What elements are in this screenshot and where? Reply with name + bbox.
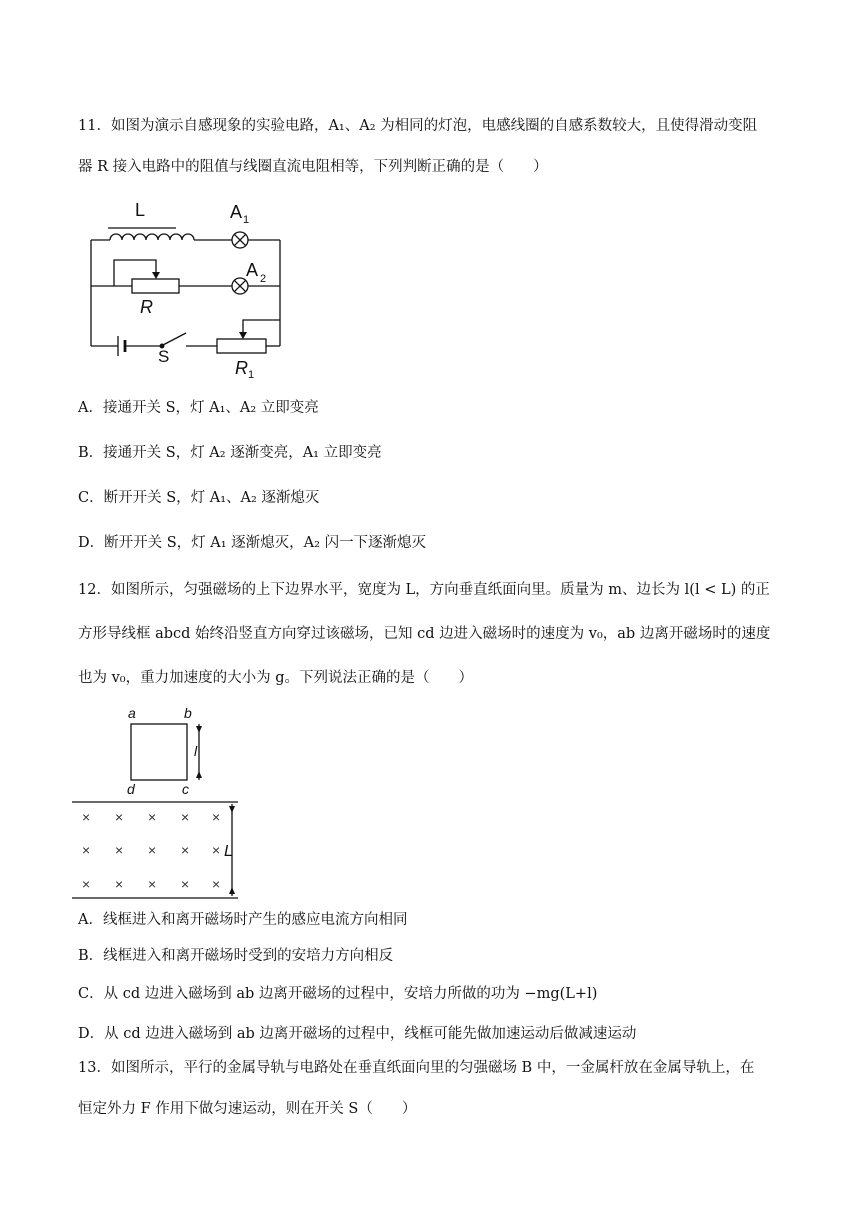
label-r: R	[140, 297, 153, 317]
q11-text-line2: 器 R 接入电路中的阻值与线圈直流电阻相等，下列判断正确的是（ ）	[78, 159, 548, 175]
square-frame	[131, 724, 187, 780]
label-b: b	[184, 705, 192, 721]
svg-text:×: ×	[212, 876, 221, 892]
svg-text:×: ×	[148, 876, 157, 892]
svg-text:×: ×	[115, 809, 124, 825]
svg-text:×: ×	[115, 842, 124, 858]
q12-option-c: C．从 cd 边进入磁场到 ab 边离开磁场的过程中，安培力所做的功为 −mg(L+l)	[78, 986, 598, 1002]
svg-text:×: ×	[212, 842, 221, 858]
q11-option-b: B．接通开关 S，灯 A₂ 逐渐变亮，A₁ 立即变亮	[78, 445, 382, 461]
q12-magnetic-field-diagram	[72, 704, 252, 900]
q12-text-line3: 也为 v₀，重力加速度的大小为 g。下列说法正确的是（ ）	[78, 670, 474, 686]
label-c: c	[182, 781, 189, 797]
q12-option-d: D．从 cd 边进入磁场到 ab 边离开磁场的过程中，线框可能先做加速运动后做减速运动	[78, 1026, 637, 1042]
q12-text-line2: 方形导线框 abcd 始终沿竖直方向穿过该磁场，已知 cd 边进入磁场时的速度为 v₀，ab 边离开磁场时的速度	[78, 626, 771, 642]
label-a1-sub: 1	[243, 214, 250, 226]
label-r1: R	[235, 358, 248, 378]
q12-text-line1: 12．如图所示，匀强磁场的上下边界水平，宽度为 L，方向垂直纸面向里。质量为 m、边长为 l(l < L) 的正	[78, 582, 770, 598]
label-d: d	[127, 781, 135, 797]
field-crosses	[82, 809, 220, 892]
q12-option-b: B．线框进入和离开磁场时受到的安培力方向相反	[78, 948, 394, 964]
svg-text:×: ×	[82, 876, 91, 892]
svg-text:×: ×	[212, 809, 221, 825]
label-r1-sub: 1	[248, 369, 255, 381]
label-a1: A	[230, 202, 243, 222]
label-a2-sub: 2	[260, 273, 267, 285]
q11-option-c: C．断开开关 S，灯 A₁、A₂ 逐渐熄灭	[78, 490, 320, 506]
label-a2: A	[246, 260, 259, 280]
q12-option-a: A．线框进入和离开磁场时产生的感应电流方向相同	[78, 912, 408, 928]
q11-circuit-diagram	[80, 196, 290, 382]
q13-text-line2: 恒定外力 F 作用下做匀速运动，则在开关 S（ ）	[78, 1101, 417, 1117]
label-l: L	[135, 200, 146, 220]
label-l-side: l	[194, 743, 198, 759]
svg-text:×: ×	[181, 842, 190, 858]
svg-text:×: ×	[115, 876, 124, 892]
q11-option-a: A．接通开关 S，灯 A₁、A₂ 立即变亮	[78, 400, 319, 416]
label-s: S	[158, 347, 170, 366]
rheostat-r	[132, 279, 179, 293]
q11-option-d: D．断开开关 S，灯 A₁ 逐渐熄灭，A₂ 闪一下逐渐熄灭	[78, 535, 427, 551]
svg-text:×: ×	[148, 809, 157, 825]
svg-text:×: ×	[148, 842, 157, 858]
q13-text-line1: 13．如图所示，平行的金属导轨与电路处在垂直纸面向里的匀强磁场 B 中，一金属杆放在金属导轨上，在	[78, 1060, 755, 1076]
svg-text:×: ×	[82, 809, 91, 825]
svg-text:×: ×	[82, 842, 91, 858]
svg-text:×: ×	[181, 809, 190, 825]
label-l-width: L	[224, 843, 233, 860]
switch-s-lever	[163, 333, 186, 345]
inductor-coil	[110, 234, 194, 240]
q11-text-line1: 11．如图为演示自感现象的实验电路，A₁、A₂ 为相同的灯泡，电感线圈的自感系数较大，且使得滑动变阻	[78, 118, 758, 134]
label-a: a	[128, 705, 136, 721]
rheostat-r1	[217, 339, 266, 353]
svg-text:×: ×	[181, 876, 190, 892]
